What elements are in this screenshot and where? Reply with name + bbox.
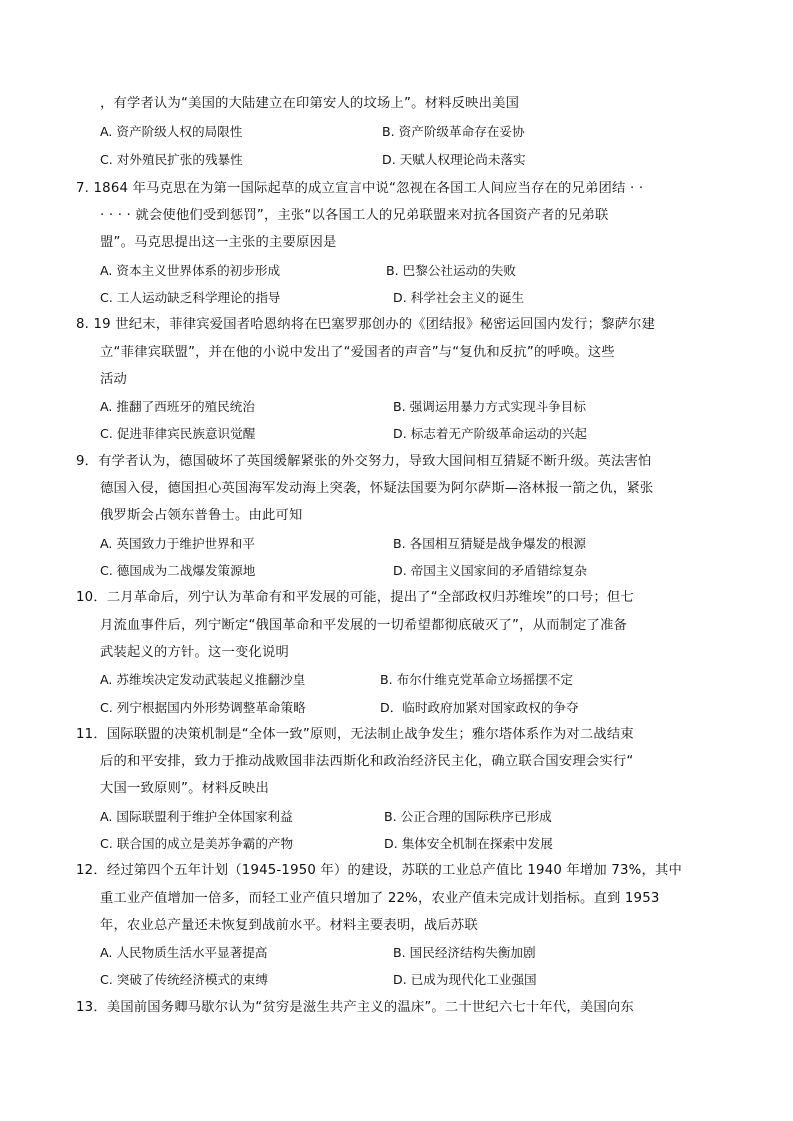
q6-option-b: B. 资产阶级革命存在妥协	[382, 124, 525, 139]
q9-option-b: B. 各国相互猜疑是战争爆发的根源	[393, 536, 586, 551]
q7-option-a: A. 资本主义世界体系的初步形成	[100, 263, 281, 278]
q9-option-d: D. 帝国主义国家间的矛盾错综复杂	[393, 563, 588, 578]
q11-stem-line-2: 后的和平安排，致力于推动战败国非法西斯化和政治经济民主化，确立联合国安理会实行“	[100, 754, 634, 769]
q11-stem-line-1: 11．国际联盟的决策机制是“全体一致”原则，无法制止战争发生；雅尔塔体系作为对二战结束	[76, 727, 634, 742]
q10-stem-line-2: 月流血事件后，列宁断定“俄国革命和平发展的一切希望都彻底破灭了”，从而制定了准备	[100, 618, 628, 633]
q12-stem-line-3: 年，农业总产量还未恢复到战前水平。材料主要表明，战后苏联	[100, 918, 478, 933]
q8-option-c: C. 促进菲律宾民族意识觉醒	[100, 426, 256, 441]
q9-option-c: C. 德国成为二战爆发策源地	[100, 563, 256, 578]
q7-option-c: C. 工人运动缺乏科学理论的指导	[100, 290, 281, 305]
q11-option-d: D. 集体安全机制在探索中发展	[384, 836, 553, 851]
q12-option-d: D. 已成为现代化工业强国	[393, 972, 537, 987]
q6-option-d: D. 天赋人权理论尚未落实	[382, 152, 526, 167]
q10-stem-line-1: 10．二月革命后，列宁认为革命有和平发展的可能，提出了“全部政权归苏维埃”的口号；但七	[76, 590, 634, 605]
q10-option-a: A. 苏维埃决定发动武装起义推翻沙皇	[100, 672, 306, 687]
q8-stem-line-1: 8. 19 世纪末，菲律宾爱国者哈恩纳将在巴塞罗那创办的《团结报》秘密运回国内发行；黎萨尔建	[76, 317, 656, 332]
q11-option-a: A. 国际联盟利于维护全体国家利益	[100, 809, 293, 824]
q11-option-b: B. 公正合理的国际秩序已形成	[384, 809, 552, 824]
q12-stem-line-1: 12．经过第四个五年计划（1945-1950 年）的建设，苏联的工业总产值比 1940 年增加 73%，其中	[76, 863, 682, 878]
q10-option-c: C. 列宁根据国内外形势调整革命策略	[100, 700, 306, 715]
q12-option-b: B. 国民经济结构失衡加剧	[393, 945, 536, 960]
q7-stem-line-1: 7. 1864 年马克思在为第一国际起草的成立宣言中说“忽视在各国工人间应当存在的兄弟团结 · ·	[76, 181, 644, 196]
q9-stem-line-1: 9．有学者认为，德国破坏了英国缓解紧张的外交努力，导致大国间相互猜疑不断升级。英法害怕	[76, 454, 652, 469]
q13-stem-line-1: 13．美国前国务卿马歇尔认为“贫穷是滋生共产主义的温床”。二十世纪六七十年代，美国向东	[76, 1000, 634, 1015]
q6-option-a: A. 资产阶级人权的局限性	[100, 124, 243, 139]
q12-option-a: A. 人民物质生活水平显著提高	[100, 945, 268, 960]
q9-stem-line-2: 德国入侵，德国担心英国海军发动海上突袭，怀疑法国要为阿尔萨斯—洛林报一箭之仇，紧张	[100, 481, 654, 496]
q7-option-b: B. 巴黎公社运动的失败	[386, 263, 516, 278]
q8-option-b: B. 强调运用暴力方式实现斗争目标	[393, 399, 586, 414]
q7-option-d: D. 科学社会主义的诞生	[393, 290, 525, 305]
q7-stem-line-2: · · · · 就会使他们受到惩罚”，主张“以各国工人的兄弟联盟来对抗各国资产者的兄弟联	[100, 208, 609, 223]
q11-stem-line-3: 大国一致原则”。材料反映出	[100, 781, 270, 796]
q9-stem-line-3: 俄罗斯会占领东普鲁士。由此可知	[100, 508, 303, 523]
q6-stem-tail: ，有学者认为“美国的大陆建立在印第安人的坟场上”。材料反映出美国	[100, 96, 520, 111]
q12-stem-line-2: 重工业产值增加一倍多，而轻工业产值只增加了 22%，农业产值未完成计划指标。直到 1953	[100, 891, 660, 906]
q7-stem-line-3: 盟”。马克思提出这一主张的主要原因是	[100, 235, 337, 250]
q9-option-a: A. 英国致力于维护世界和平	[100, 536, 255, 551]
q6-option-c: C. 对外殖民扩张的残暴性	[100, 152, 243, 167]
q10-stem-line-3: 武装起义的方针。这一变化说明	[100, 645, 289, 660]
q8-option-a: A. 推翻了西班牙的殖民统治	[100, 399, 255, 414]
q8-stem-line-2: 立“菲律宾联盟”，并在他的小说中发出了“爱国者的声音”与“复仇和反抗”的呼唤。这些	[100, 345, 615, 360]
q11-option-c: C. 联合国的成立是美苏争霸的产物	[100, 836, 294, 851]
q10-option-d: D．临时政府加紧对国家政权的争夺	[380, 700, 579, 715]
q8-option-d: D. 标志着无产阶级革命运动的兴起	[393, 426, 588, 441]
q12-option-c: C. 突破了传统经济模式的束缚	[100, 972, 268, 987]
q8-stem-line-3: 活动	[100, 372, 127, 387]
q10-option-b: B. 布尔什维克党革命立场摇摆不定	[380, 672, 573, 687]
